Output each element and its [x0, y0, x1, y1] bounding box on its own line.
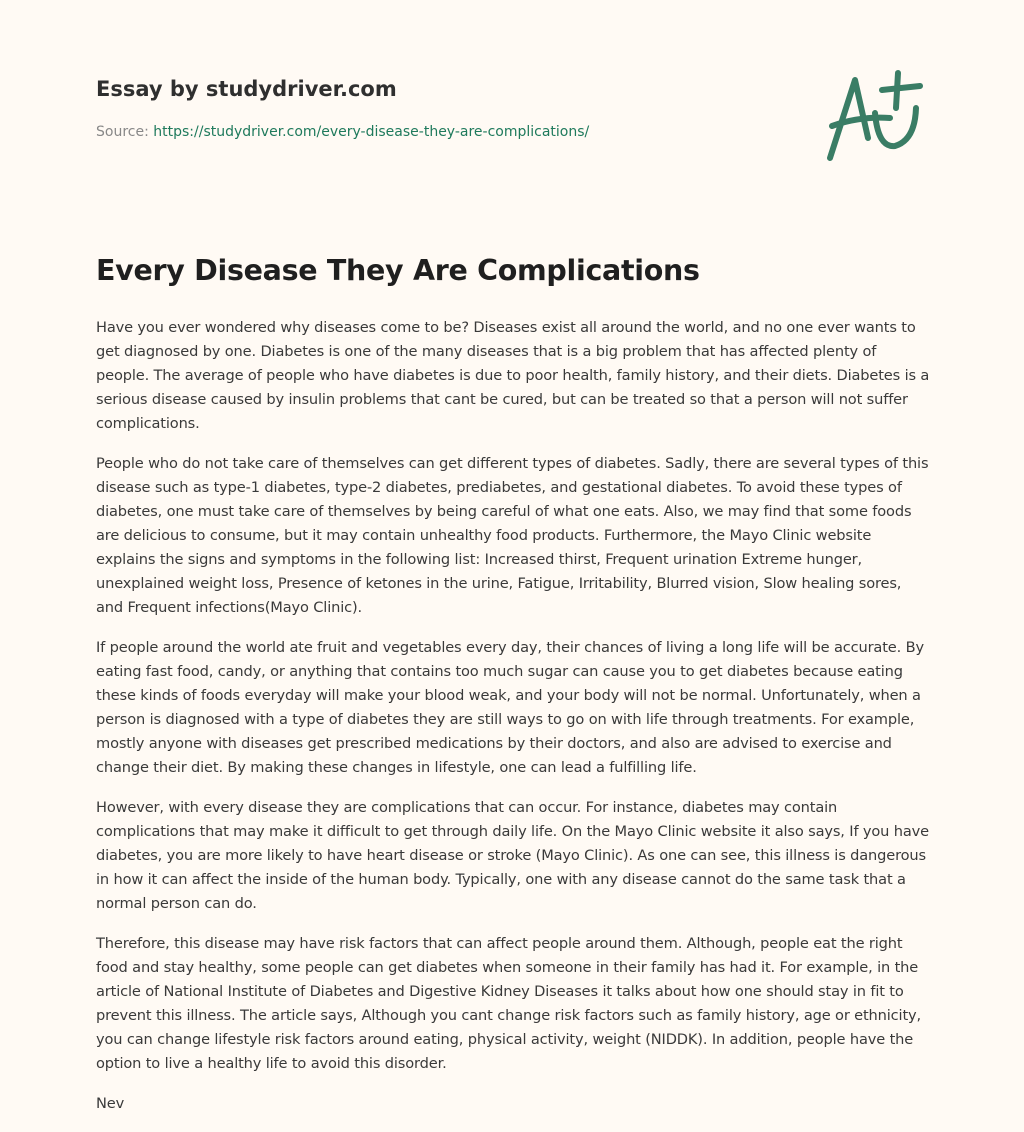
- paragraph: People who do not take care of themselves can get different types of diabetes. Sadly, there are several types of this disease such as type-1 diabetes, type-2 diabetes, prediabetes, and gestational diabetes. To avoid these types of diabetes, one must take care of themselves by being careful of what one eats. Also, we may find that some foods are delicious to consume, but it may contain unhealthy food products. Furthermore, the Mayo Clinic website explains the signs and symptoms in the following list: Increased thirst, Frequent urination Extreme hunger, unexplained weight loss, Presence of ketones in the urine, Fatigue, Irritability, Blurred vision, Slow healing sores, and Frequent infections(Mayo Clinic).: [96, 455, 929, 616]
- source-line: [96, 124, 589, 140]
- paragraph: Therefore, this disease may have risk factors that can affect people around them. Although, people eat the right food and stay healthy, some people can get diabetes when someone in their family has had it. For example, in the article of National Institute of Diabetes and Digestive Kidney Diseases it talks about how one should stay in fit to prevent this illness. The article says, Although you cant change risk factors such as family history, age or ethnicity, you can change lifestyle risk factors around eating, physical activity, weight (NIDDK). In addition, people have the option to live a healthy life to avoid this disorder.: [96, 935, 921, 1072]
- a-plus-logo: [820, 68, 930, 168]
- site-title: Essay by studydriver.com: [96, 77, 397, 101]
- source-label: Source:: [96, 124, 149, 140]
- paragraph: However, with every disease they are complications that can occur. For instance, diabetes may contain complications that may make it difficult to get through daily life. On the Mayo Clinic website it also says, If you have diabetes, you are more likely to have heart disease or stroke (Mayo Clinic). As one can see, this illness is dangerous in how it can affect the inside of the human body. Typically, one with any disease cannot do the same task that a normal person can do.: [96, 799, 929, 912]
- paragraph: If people around the world ate fruit and vegetables every day, their chances of living a long life will be accurate. By eating fast food, candy, or anything that contains too much sugar can cause you to get diabetes because eating these kinds of foods everyday will make your blood weak, and your body will not be normal. Unfortunately, when a person is diagnosed with a type of diabetes they are still ways to go on with life through treatments. For example, mostly anyone with diseases get prescribed medications by their doctors, and also are advised to exercise and change their diet. By making these changes in lifestyle, one can lead a fulfilling life.: [96, 639, 924, 776]
- essay-title: Every Disease They Are Complications: [96, 254, 700, 287]
- paragraph-truncated: Nev: [96, 1095, 125, 1112]
- source-link[interactable]: https://studydriver.com/every-disease-they-are-complications/: [153, 124, 590, 140]
- essay-body: [96, 316, 932, 1132]
- paragraph: Have you ever wondered why diseases come to be? Diseases exist all around the world, and no one ever wants to get diagnosed by one. Diabetes is one of the many diseases that is a big problem that has affected plenty of people. The average of people who have diabetes is due to poor health, family history, and their diets. Diabetes is a serious disease caused by insulin problems that cant be cured, but can be treated so that a person will not suffer complications.: [96, 319, 930, 432]
